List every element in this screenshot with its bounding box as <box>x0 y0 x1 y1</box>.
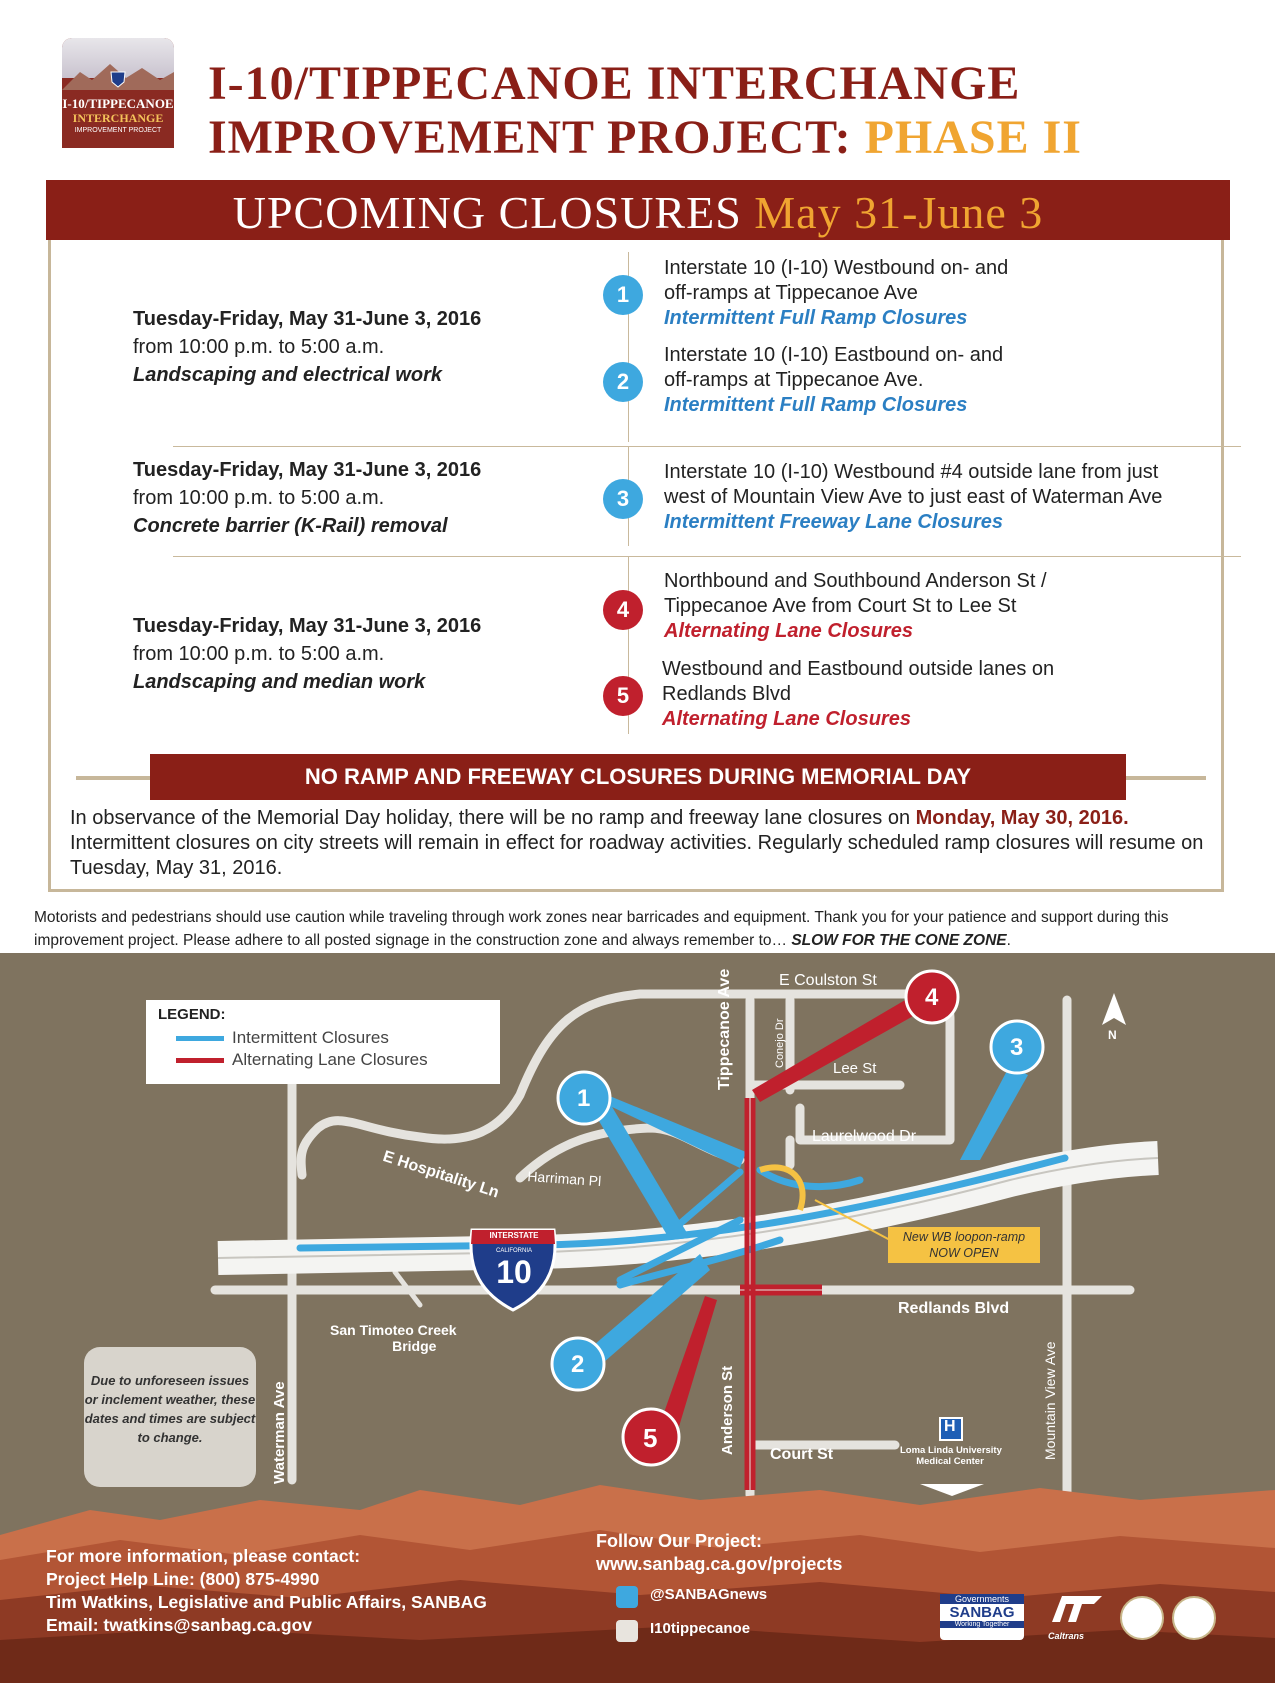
memorial-text-b: Intermittent closures on city streets will remain in effect for roadway activities. Regularly scheduled ramp closures will resume on Tuesday, May 31, 2016. <box>70 832 1204 879</box>
caltrans-label: Caltrans <box>1048 1631 1085 1641</box>
divider <box>173 556 1241 557</box>
loop-note-line2: NOW OPEN <box>929 1246 999 1260</box>
closure-work: Landscaping and electrical work <box>133 364 442 386</box>
shield-top-text: INTERSTATE <box>489 1231 539 1240</box>
street-label-lee: Lee St <box>833 1060 877 1077</box>
twitter-icon[interactable] <box>616 1586 638 1608</box>
item-badge-1: 1 <box>603 275 643 315</box>
closure-group-2 <box>133 456 481 540</box>
twitter-handle[interactable]: @SANBAGnews <box>650 1586 768 1603</box>
closure-work: Concrete barrier (K-Rail) removal <box>133 515 448 537</box>
item-line: Westbound and Eastbound outside lanes on <box>662 658 1055 680</box>
closure-work: Landscaping and median work <box>133 671 426 693</box>
street-label-tippecanoe: Tippecanoe Ave <box>716 968 733 1090</box>
item-line: west of Mountain View Ave to just east of Waterman Ave <box>664 486 1163 508</box>
legend-blue-label: Intermittent Closures <box>232 1028 389 1047</box>
closure-date: Tuesday-Friday, May 31-June 3, 2016 <box>133 459 482 481</box>
project-website-link[interactable]: www.sanbag.ca.gov/projects <box>596 1554 843 1574</box>
street-label-mountain-view: Mountain View Ave <box>1042 1341 1058 1460</box>
map-callout-5: 5 <box>643 1423 658 1453</box>
item-badge-5: 5 <box>603 676 643 716</box>
title-line1: I-10/TIPPECANOE INTERCHANGE <box>208 57 1021 110</box>
title-phase: PHASE II <box>864 111 1082 164</box>
creek-bridge-label <box>330 1322 457 1354</box>
hospital-icon-letter: H <box>944 1418 956 1435</box>
street-label-anderson: Anderson St <box>719 1365 736 1455</box>
closure-date: Tuesday-Friday, May 31-June 3, 2016 <box>133 615 482 637</box>
street-label-harriman: Harriman Pl <box>526 1168 602 1190</box>
banner-date: May 31-June 3 <box>754 187 1044 238</box>
item-badge-4: 4 <box>603 590 643 630</box>
item-2 <box>664 343 1003 418</box>
closure-time: from 10:00 p.m. to 5:00 a.m. <box>133 336 385 358</box>
contact-info <box>46 1545 487 1637</box>
sanbag-main: SANBAG <box>949 1604 1015 1621</box>
banner-main: UPCOMING CLOSURES <box>232 187 742 238</box>
closures-banner-text <box>46 186 1230 239</box>
closure-time: from 10:00 p.m. to 5:00 a.m. <box>133 643 385 665</box>
item-3 <box>664 460 1162 535</box>
contact-person: Tim Watkins, Legislative and Public Affairs, SANBAG <box>46 1592 487 1612</box>
street-label-conejo: Conejo Dr <box>774 1018 786 1068</box>
hospital-label-line2: Medical Center <box>916 1456 984 1467</box>
caltrans-logo <box>1048 1594 1104 1641</box>
item-type: Alternating Lane Closures <box>662 708 911 730</box>
item-badge-2: 2 <box>603 362 643 402</box>
title-project: IMPROVEMENT PROJECT: <box>208 111 852 164</box>
county-seal-icon <box>1172 1596 1216 1640</box>
hospital-label <box>900 1445 1000 1467</box>
shield-number: 10 <box>496 1254 532 1290</box>
item-5 <box>662 657 1054 732</box>
map-callout-3: 3 <box>1010 1034 1024 1061</box>
closure-group-1 <box>133 305 481 389</box>
item-type: Intermittent Full Ramp Closures <box>664 394 968 416</box>
logo-line2: INTERCHANGE <box>72 111 164 125</box>
item-line: Redlands Blvd <box>662 683 791 705</box>
contact-email[interactable]: Email: twatkins@sanbag.ca.gov <box>46 1615 313 1635</box>
legend-red-label: Alternating Lane Closures <box>232 1050 428 1069</box>
caution-body: Motorists and pedestrians should use caution while traveling through work zones near barricades and equipment. Thank you for your patience and support during this improvement project. Please adhere to all posted signage in the construction zone and always remember to… <box>34 909 1169 949</box>
street-label-coulston: E Coulston St <box>779 972 877 989</box>
legend-swatch-red <box>176 1058 224 1063</box>
street-label-court: Court St <box>770 1446 834 1463</box>
item-type: Intermittent Full Ramp Closures <box>664 307 968 329</box>
legend-title: LEGEND: <box>158 1006 226 1023</box>
sanbag-logo <box>940 1594 1024 1640</box>
memorial-date: Monday, May 30, 2016. <box>915 807 1129 829</box>
cone-zone-slogan: SLOW FOR THE CONE ZONE <box>791 932 1007 949</box>
north-label: N <box>1108 1028 1117 1042</box>
memorial-heading: NO RAMP AND FREEWAY CLOSURES DURING MEMORIAL DAY <box>150 754 1126 800</box>
closure-group-3 <box>133 612 481 696</box>
closure-1-ramp <box>760 1170 860 1187</box>
map-callout-4: 4 <box>925 984 939 1011</box>
item-line: Interstate 10 (I-10) Westbound on- and <box>664 257 1009 279</box>
instagram-handle[interactable]: I10tippecanoe <box>650 1620 751 1637</box>
item-4 <box>664 569 1047 644</box>
item-line: off-ramps at Tippecanoe Ave. <box>664 369 924 391</box>
sanbag-bottom: Working Together <box>940 1621 1024 1628</box>
creek-label-line1: San Timoteo Creek <box>330 1322 457 1338</box>
logo-line3: IMPROVEMENT PROJECT <box>74 127 162 134</box>
street-label-hospitality: E Hospitality Ln <box>380 1148 501 1202</box>
item-line: off-ramps at Tippecanoe Ave <box>664 282 918 304</box>
instagram-icon[interactable] <box>616 1620 638 1642</box>
schedule-disclaimer: Due to unforeseen issues or inclement weather, these dates and times are subject to change. <box>84 1347 256 1487</box>
item-line: Interstate 10 (I-10) Eastbound on- and <box>664 344 1004 366</box>
shield-mid-text: CALIFORNIA <box>495 1248 532 1254</box>
street-label-laurelwood: Laurelwood Dr <box>812 1128 917 1145</box>
map-callout-1: 1 <box>577 1085 591 1112</box>
memorial-text-a: In observance of the Memorial Day holiday, there will be no ramp and freeway lane closures on <box>70 807 916 829</box>
title-line2 <box>208 110 1082 165</box>
follow-heading: Follow Our Project: <box>596 1531 763 1551</box>
item-line: Interstate 10 (I-10) Westbound #4 outside lane from just <box>664 461 1159 483</box>
item-line: Tippecanoe Ave from Court St to Lee St <box>664 595 1017 617</box>
map-callout-2: 2 <box>571 1351 585 1378</box>
helpline: Project Help Line: (800) 875-4990 <box>46 1569 320 1589</box>
item-line: Northbound and Southbound Anderson St / <box>664 570 1047 592</box>
loop-ramp-note <box>888 1227 1040 1263</box>
map-legend <box>146 1000 500 1084</box>
city-seal-icon <box>1120 1596 1164 1640</box>
callout-pointer-5 <box>660 1296 717 1430</box>
item-type: Alternating Lane Closures <box>664 620 913 642</box>
street-label-redlands: Redlands Blvd <box>898 1300 1010 1317</box>
callout-pointer-3 <box>960 1065 1028 1160</box>
item-badge-3: 3 <box>603 479 643 519</box>
divider <box>173 446 1241 447</box>
north-arrow-icon <box>1102 993 1126 1025</box>
closure-date: Tuesday-Friday, May 31-June 3, 2016 <box>133 308 482 330</box>
project-logo <box>62 38 174 148</box>
follow-project <box>596 1530 842 1576</box>
legend-swatch-blue <box>176 1036 224 1041</box>
sanbag-top: Governments <box>940 1594 1024 1604</box>
closure-time: from 10:00 p.m. to 5:00 a.m. <box>133 487 385 509</box>
logo-line1: I-10/TIPPECANOE <box>62 96 174 111</box>
item-type: Intermittent Freeway Lane Closures <box>664 511 1003 533</box>
hospital-direction-arrow-icon <box>920 1484 984 1496</box>
street-label-waterman: Waterman Ave <box>271 1381 288 1484</box>
caution-text <box>34 906 1259 952</box>
contact-heading: For more information, please contact: <box>46 1546 361 1566</box>
creek-label-line2: Bridge <box>392 1338 437 1354</box>
loop-note-line1: New WB loopon-ramp <box>902 1230 1026 1244</box>
item-1 <box>664 256 1008 331</box>
memorial-text <box>70 806 1220 881</box>
hospital-label-line1: Loma Linda University <box>900 1445 1002 1456</box>
caution-end: . <box>1006 932 1011 949</box>
